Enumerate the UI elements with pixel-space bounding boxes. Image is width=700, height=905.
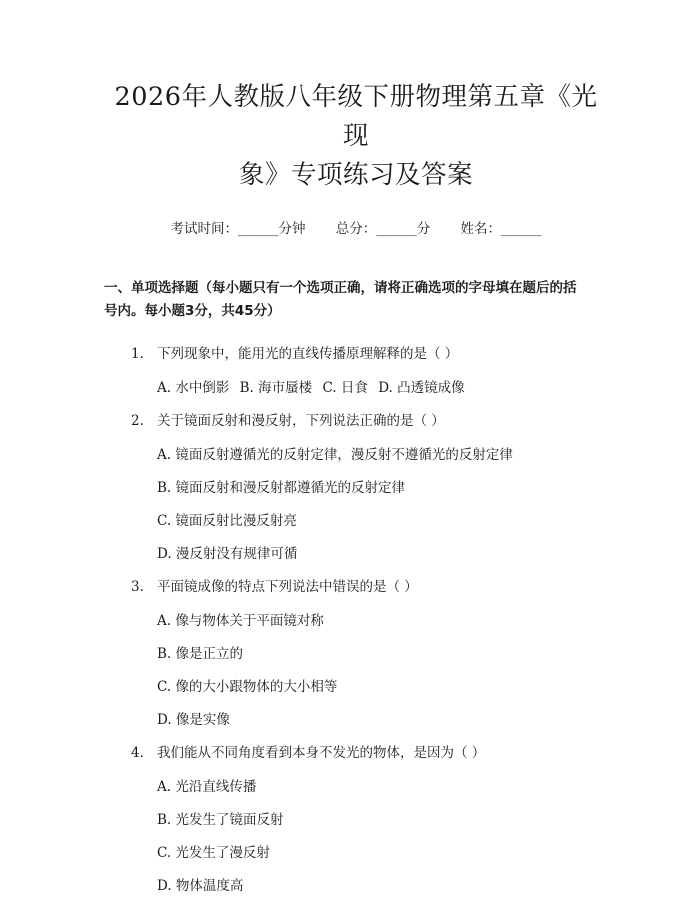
- option-b: B. 镜面反射和漫反射都遵循光的反射定律: [157, 480, 406, 496]
- option-d: D. 漫反射没有规律可循: [157, 546, 298, 562]
- page-title: [104, 78, 608, 195]
- question-text: 下列现象中，能用光的直线传播原理解释的是（ ）: [157, 346, 459, 362]
- question-text: 关于镜面反射和漫反射，下列说法正确的是（ ）: [157, 413, 445, 429]
- title-line-2: 象》专项练习及答案: [238, 160, 473, 190]
- exam-info-line: [104, 217, 608, 237]
- option-c: C. 日食: [322, 380, 368, 396]
- option-c: C. 像的大小跟物体的大小相等: [157, 679, 338, 695]
- question-text: 平面镜成像的特点下列说法中错误的是（ ）: [157, 579, 418, 595]
- option-c: C. 镜面反射比漫反射亮: [157, 513, 297, 529]
- section-heading-single-choice: [104, 277, 608, 323]
- option-a: A. 镜面反射遵循光的反射定律，漫反射不遵循光的反射定律: [157, 447, 513, 463]
- student-name-field: 姓名：______: [460, 221, 542, 237]
- option-b: B. 光发生了镜面反射: [157, 812, 284, 828]
- option-a: A. 水中倒影: [157, 380, 230, 396]
- section-heading-line-1: 一、单项选择题（每小题只有一个选项正确，请将正确选项的字母填在题后的括: [104, 280, 577, 296]
- question-number: 2.: [131, 413, 144, 429]
- question-number: 4.: [131, 745, 144, 761]
- option-c: C. 光发生了漫反射: [157, 845, 270, 861]
- question-2: [131, 412, 608, 430]
- question-text: 我们能从不同角度看到本身不发光的物体，是因为（ ）: [157, 745, 486, 761]
- title-line-1: 2026年人教版八年级下册物理第五章《光现: [114, 82, 598, 151]
- exam-time-field: 考试时间：______分钟: [170, 221, 306, 237]
- question-number: 1.: [131, 346, 144, 362]
- question-3: [131, 578, 608, 596]
- question-1: [131, 345, 608, 363]
- section-heading-line-2: 号内。每小题3分，共45分）: [104, 303, 281, 319]
- option-b: B. 像是正立的: [157, 646, 244, 662]
- option-d: D. 凸透镜成像: [378, 380, 465, 396]
- option-b: B. 海市蜃楼: [239, 380, 313, 396]
- total-score-field: 总分：______分: [335, 221, 431, 237]
- question-1-options: [157, 379, 608, 397]
- option-a: A. 光沿直线传播: [157, 779, 257, 795]
- option-d: D. 像是实像: [157, 712, 230, 728]
- option-d: D. 物体温度高: [157, 878, 244, 894]
- question-number: 3.: [131, 579, 144, 595]
- option-a: A. 像与物体关于平面镜对称: [157, 613, 324, 629]
- question-4: [131, 744, 608, 762]
